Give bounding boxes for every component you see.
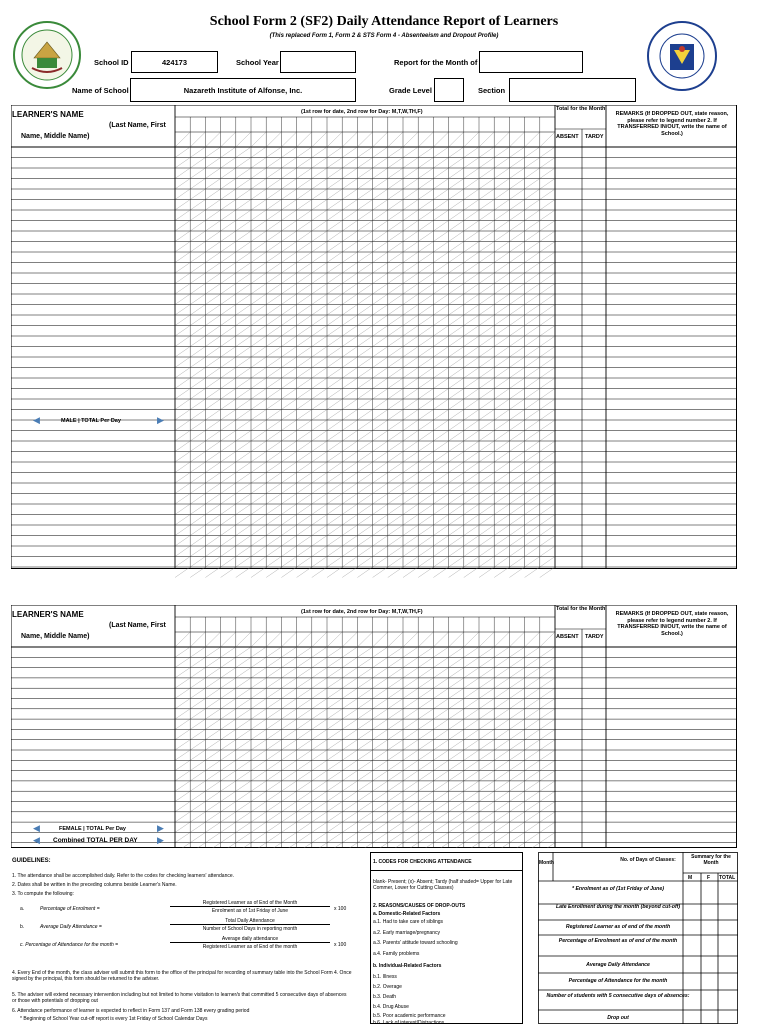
total-month-header: Total for the Month <box>556 106 606 112</box>
guideline-1: 1. The attendance shall be accomplished daily. Refer to the codes for checking learners' attendance. <box>12 873 235 879</box>
guideline-2: 2. Dates shall be written in the preceding columns beside Learner's Name. <box>12 882 177 888</box>
guideline-5: 5. The adviser will extend necessary intervention including but not limited to home visitation to learner/s that committed 5 consecutive days of absences or those with potentials of dropping out <box>12 992 347 1004</box>
summary-row-label: Average Daily Attendance <box>586 962 650 968</box>
formula-b-numerator: Total Daily Attendance <box>170 918 330 925</box>
individual-item: b.5. Poor academic performance <box>373 1013 446 1019</box>
guideline-7: * Beginning of School Year cut-off report is every 1st Friday of School Calendar Days <box>20 1016 208 1022</box>
summary-row-label: * Enrolment as of (1st Friday of June) <box>572 886 664 892</box>
school-year-field[interactable] <box>280 51 356 73</box>
left-arrow-icon: ◀ <box>33 415 40 425</box>
total-month-header-2: Total for the Month <box>556 606 606 612</box>
domestic-title: a. Domestic-Related Factors <box>373 911 441 917</box>
right-arrow-icon: ▶ <box>157 835 164 845</box>
individual-title: b. Individual-Related Factors <box>373 963 442 969</box>
summary-m-header: M <box>688 875 693 881</box>
tardy-header-2: TARDY <box>585 634 604 640</box>
formula-a-numerator: Registered Learner as of End of the Month <box>170 900 330 907</box>
learner-name-sub2: Name, Middle Name) <box>21 133 90 140</box>
remarks-header-2: REMARKS (If DROPPED OUT, state reason, please refer to legend number 2. If TRANSFERRED IN/OUT, write the name of School.) <box>615 611 729 637</box>
formula-b-label: b. <box>20 924 25 930</box>
summary-month-label: Month <box>539 860 554 866</box>
individual-item: b.4. Drug Abuse <box>373 1004 409 1010</box>
school-seal-icon <box>12 20 82 90</box>
domestic-item: a.1. Had to take care of siblings <box>373 919 444 925</box>
male-attendance-table <box>11 105 737 570</box>
summary-row-label: Percentage of Enrolment as of end of the month <box>558 938 678 944</box>
summary-row-label: Number of students with 5 consecutive days of absences: <box>546 993 690 999</box>
remarks-header: REMARKS (If DROPPED OUT, state reason, please refer to legend number 2. If TRANSFERRED IN/OUT, write the name of School.) <box>615 111 729 137</box>
section-label: Section <box>478 86 506 95</box>
days-of-classes-label: No. of Days of Classes: <box>620 857 676 863</box>
codes-title: 1. CODES FOR CHECKING ATTENDANCE <box>373 859 472 865</box>
individual-item: b.3. Death <box>373 994 397 1000</box>
report-month-field[interactable] <box>479 51 583 73</box>
learner-name-sub1: (Last Name, First <box>109 122 166 129</box>
learner-name-sub1-2: (Last Name, First <box>109 622 166 629</box>
days-header-2: (1st row for date, 2nd row for Day: M,T,W,TH,F) <box>301 609 423 615</box>
left-arrow-icon: ◀ <box>33 823 40 833</box>
absent-header: ABSENT <box>556 134 579 140</box>
guideline-4: 4. Every End of the month, the class adviser will submit this form to the office of the principal for recording of summary table into the School Form 4. Once signed by the principal, this form should be returned to the adviser. <box>12 970 352 982</box>
summary-f-header: F <box>707 875 711 881</box>
report-month-label: Report for the Month of <box>394 58 478 67</box>
reasons-title: 2. REASONS/CAUSES OF DROP-OUTS <box>373 903 466 909</box>
school-name-label: Name of School <box>72 86 129 95</box>
school-id-field[interactable]: 424173 <box>131 51 218 73</box>
formula-a-label: a. <box>20 906 25 912</box>
left-arrow-icon: ◀ <box>33 835 40 845</box>
individual-item: b.6. Lack of interest/Distractions <box>373 1020 445 1026</box>
form-title: School Form 2 (SF2) Daily Attendance Report of Learners <box>209 14 559 29</box>
formula-c-numerator: Average daily attendance <box>170 936 330 943</box>
domestic-item: a.2. Early marriage/pregnancy <box>373 930 440 936</box>
formula-c-x100: x 100 <box>334 942 347 948</box>
learner-name-sub2-2: Name, Middle Name) <box>21 633 90 640</box>
domestic-item: a.4. Family problems <box>373 951 420 957</box>
guideline-6: 6. Attendance performance of learner is expected to reflect in Form 137 and Form 138 every grading period <box>12 1008 250 1014</box>
individual-item: b.1. Illness <box>373 974 397 980</box>
days-header: (1st row for date, 2nd row for Day: M,T,W,TH,F) <box>301 109 423 115</box>
summary-row-label: Percentage of Attendance for the month <box>568 978 668 984</box>
formula-c-denominator: Registered Learner as of End of the month <box>202 944 298 950</box>
absent-header-2: ABSENT <box>556 634 579 640</box>
formula-c-text: c. Percentage of Attendance for the month = <box>20 942 119 948</box>
formula-a-text: Percentage of Enrolment = <box>40 906 100 912</box>
grade-level-field[interactable] <box>434 78 464 102</box>
monthly-summary-table <box>538 852 738 1024</box>
domestic-item: a.3. Parents' attitude toward schooling <box>373 940 458 946</box>
school-year-label: School Year <box>236 58 279 67</box>
guidelines-title: GUIDELINES: <box>12 858 51 864</box>
summary-row-label: Drop out <box>607 1015 629 1021</box>
female-total-label: FEMALE | TOTAL Per Day <box>59 826 126 832</box>
attendance-codes-box <box>370 852 523 1024</box>
school-id-label: School ID <box>94 58 129 67</box>
summary-row-label: Late Enrollment during the month (beyond cut-off) <box>555 904 681 910</box>
learner-name-header-2: LEARNER'S NAME <box>12 610 84 619</box>
summary-total-header: TOTAL <box>719 875 736 881</box>
formula-a-denominator: Enrolment as of 1st Friday of June <box>211 908 289 914</box>
codes-legend: blank- Present; (x)- Absent; Tardy (half shaded= Upper for Late Commer, Lower for Cutting Classes) <box>373 879 513 892</box>
individual-item: b.2. Overage <box>373 984 402 990</box>
formula-a-x100: x 100 <box>334 906 347 912</box>
male-total-label: MALE | TOTAL Per Day <box>61 418 121 424</box>
summary-title: Summary for the Month <box>691 854 731 866</box>
tardy-header: TARDY <box>585 134 604 140</box>
grade-level-label: Grade Level <box>389 86 432 95</box>
female-attendance-table <box>11 605 737 848</box>
formula-b-denominator: Number of School Days in reporting month <box>202 926 298 932</box>
form-subtitle: (This replaced Form 1, Form 2 & STS Form 4 - Absenteeism and Dropout Profile) <box>269 33 499 39</box>
guideline-3: 3. To compute the following: <box>12 891 74 897</box>
formula-b-text: Average Daily Attendance = <box>40 924 102 930</box>
summary-row-label: Registered Learner as of end of the month <box>565 924 671 930</box>
combined-total-label: Combined TOTAL PER DAY <box>53 837 138 844</box>
right-arrow-icon: ▶ <box>157 823 164 833</box>
section-field[interactable] <box>509 78 636 102</box>
deped-seal-icon <box>646 20 718 92</box>
right-arrow-icon: ▶ <box>157 415 164 425</box>
school-name-field[interactable]: Nazareth Institute of Alfonse, Inc. <box>130 78 356 102</box>
learner-name-header: LEARNER'S NAME <box>12 110 84 119</box>
